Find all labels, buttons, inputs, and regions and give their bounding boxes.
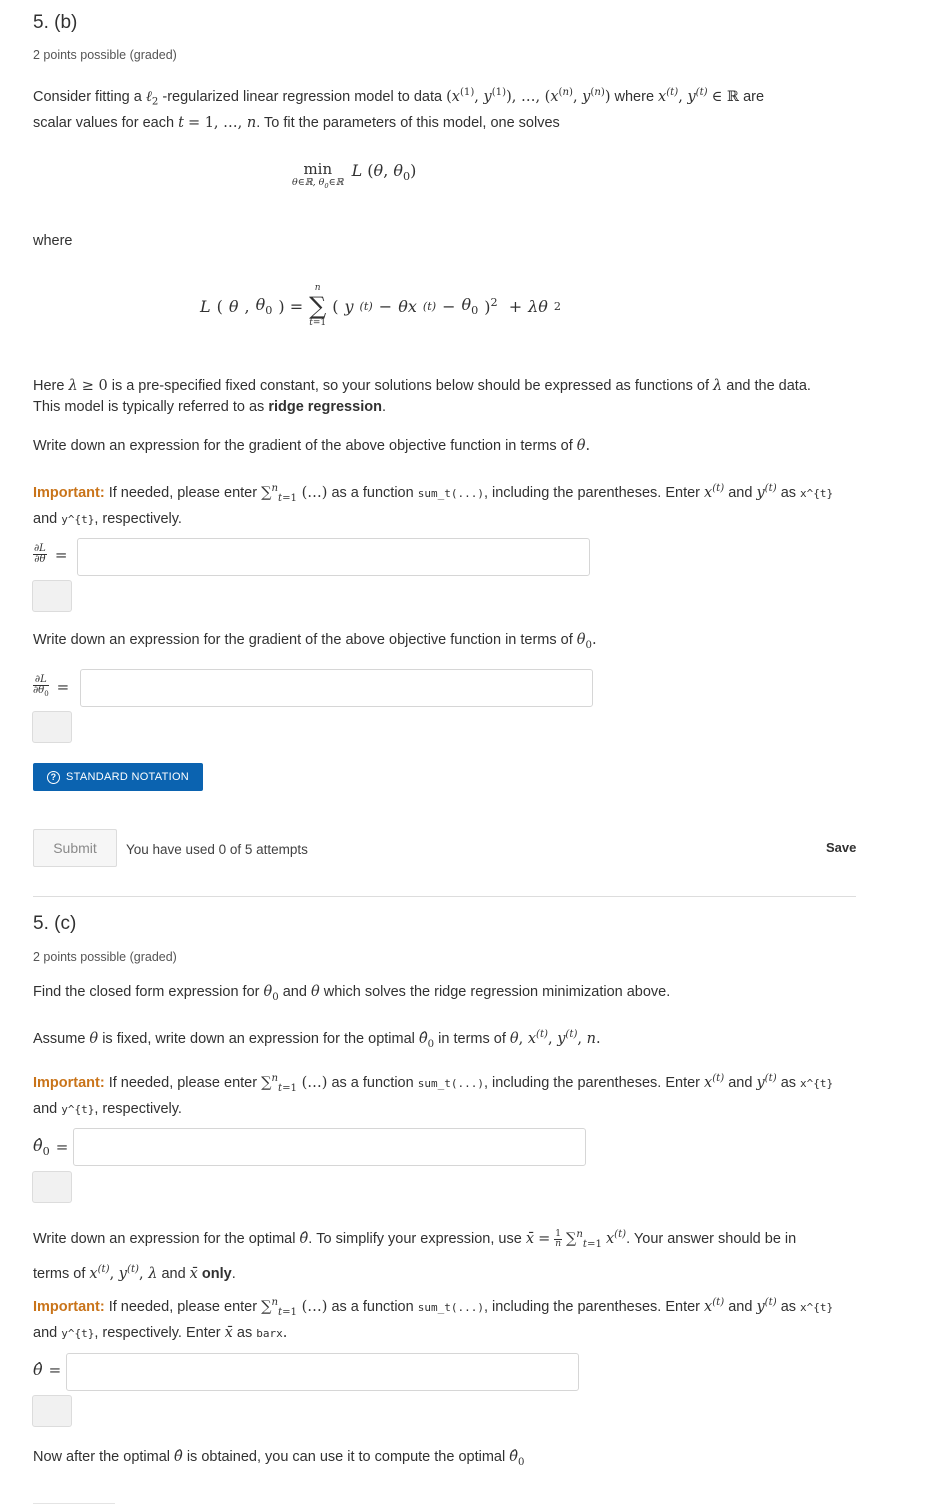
dl-dtheta-input[interactable] — [77, 538, 590, 576]
theta-hat-label: θ̂ = — [33, 1360, 62, 1379]
problem-b-intro: Consider fitting a ℓ$_2$ -regularized linear regression model to data ($x^{(1)}$, $y^{(1)}$), …, ($x^{(n)}$, $y^{(n)}$) where $x^{(t)}$, $y^{(t)}$ ∈ ℝ are scalar values for each t = 1, …, n. To fit the parameters of this model, one solves — [33, 87, 765, 131]
partial-button-edge — [33, 1503, 115, 1504]
problem-b-points: 2 points possible (graded) — [33, 48, 177, 62]
theta-hat-input[interactable] — [66, 1353, 579, 1391]
dl-dtheta0-input[interactable] — [80, 669, 593, 707]
submit-button[interactable]: Submit — [33, 829, 117, 867]
theta0-hat-label: $\thetâ_0$ = — [33, 1136, 69, 1159]
section-divider — [33, 896, 856, 897]
loss-equation: L ( θ , $\theta_0$ ) = n ∑ t=1 ( y (t) − θx (t) − $\theta_0$ )$^2$ + λθ 2 — [200, 283, 562, 328]
assume-paragraph: Assume θ is fixed, write down an expression for the optimal $\thetâ_0$ in terms of θ, $x^{(t)}$, $y^{(t)}$, n. — [33, 1029, 601, 1050]
theta0-hat-input[interactable] — [73, 1128, 586, 1166]
theta0-hat-preview-button[interactable] — [32, 1171, 72, 1203]
theta-hat-preview-button[interactable] — [32, 1395, 72, 1427]
dl-dtheta-label: $\frac{\partial L}{\partial\theta}$ = — [34, 543, 68, 565]
question-1: Write down an expression for the gradient of the above objective function in terms of θ. — [33, 438, 591, 454]
standard-notation-button[interactable]: ? STANDARD NOTATION — [33, 763, 203, 791]
important-note-b: Important: If needed, please enter ∑$^n_{t=1}$ (…) as a function sum_t(...), including the parentheses. Enter $x^{(t)}$ and $y^{(t)}$ as x^{t} and y^{t}, respectively. — [33, 483, 834, 527]
min-equation: min θ∈ℝ, $\theta_0\in ℝ$ L (θ, $\theta_0$) — [292, 160, 417, 190]
dl-dtheta0-label: $\frac{\partial L}{\partial\theta_0}$ = — [33, 674, 70, 698]
final-paragraph: Now after the optimal θ̂ is obtained, you can use it to compute the optimal $\thetâ_0$ — [33, 1449, 525, 1468]
where-label: where — [33, 233, 73, 249]
dl-dtheta-preview-button[interactable] — [32, 580, 72, 612]
save-button[interactable]: Save — [826, 840, 857, 855]
dl-dtheta0-preview-button[interactable] — [32, 711, 72, 743]
problem-c-points: 2 points possible (graded) — [33, 950, 177, 964]
find-paragraph: Find the closed form expression for $\theta_0$ and θ which solves the ridge regression minimization above. — [33, 984, 671, 1003]
problem-c-title: 5. (c) — [33, 913, 77, 934]
problem-b-title: 5. (b) — [33, 12, 78, 33]
here-paragraph: Here λ ≥ 0 is a pre-specified fixed constant, so your solutions below should be expressed as functions of λ and the data. This model is typically referred to as ridge regression. — [33, 378, 811, 415]
important-note-c1: Important: If needed, please enter ∑$^n_{t=1}$ (…) as a function sum_t(...), including the parentheses. Enter $x^{(t)}$ and $y^{(t)}$ as x^{t} and y^{t}, respectively. — [33, 1073, 834, 1117]
attempts-text: You have used 0 of 5 attempts — [126, 842, 308, 857]
help-icon: ? — [47, 771, 60, 784]
optimal-theta-paragraph: Write down an expression for the optimal θ̂. To simplify your expression, use x̄ = $\frac{1}{n}$ ∑$^n_{t=1}$ $x^{(t)}$. Your answer should be in terms of $x^{(t)}$, $y^{(t)}$, λ and x̄ only. — [33, 1228, 797, 1282]
important-note-c2: Important: If needed, please enter ∑$^n_{t=1}$ (…) as a function sum_t(...), including the parentheses. Enter $x^{(t)}$ and $y^{(t)}$ as x^{t} and y^{t}, respectively. Enter x̄ as barx. — [33, 1297, 834, 1341]
question-2: Write down an expression for the gradient of the above objective function in terms of $\theta_0$. — [33, 632, 597, 651]
